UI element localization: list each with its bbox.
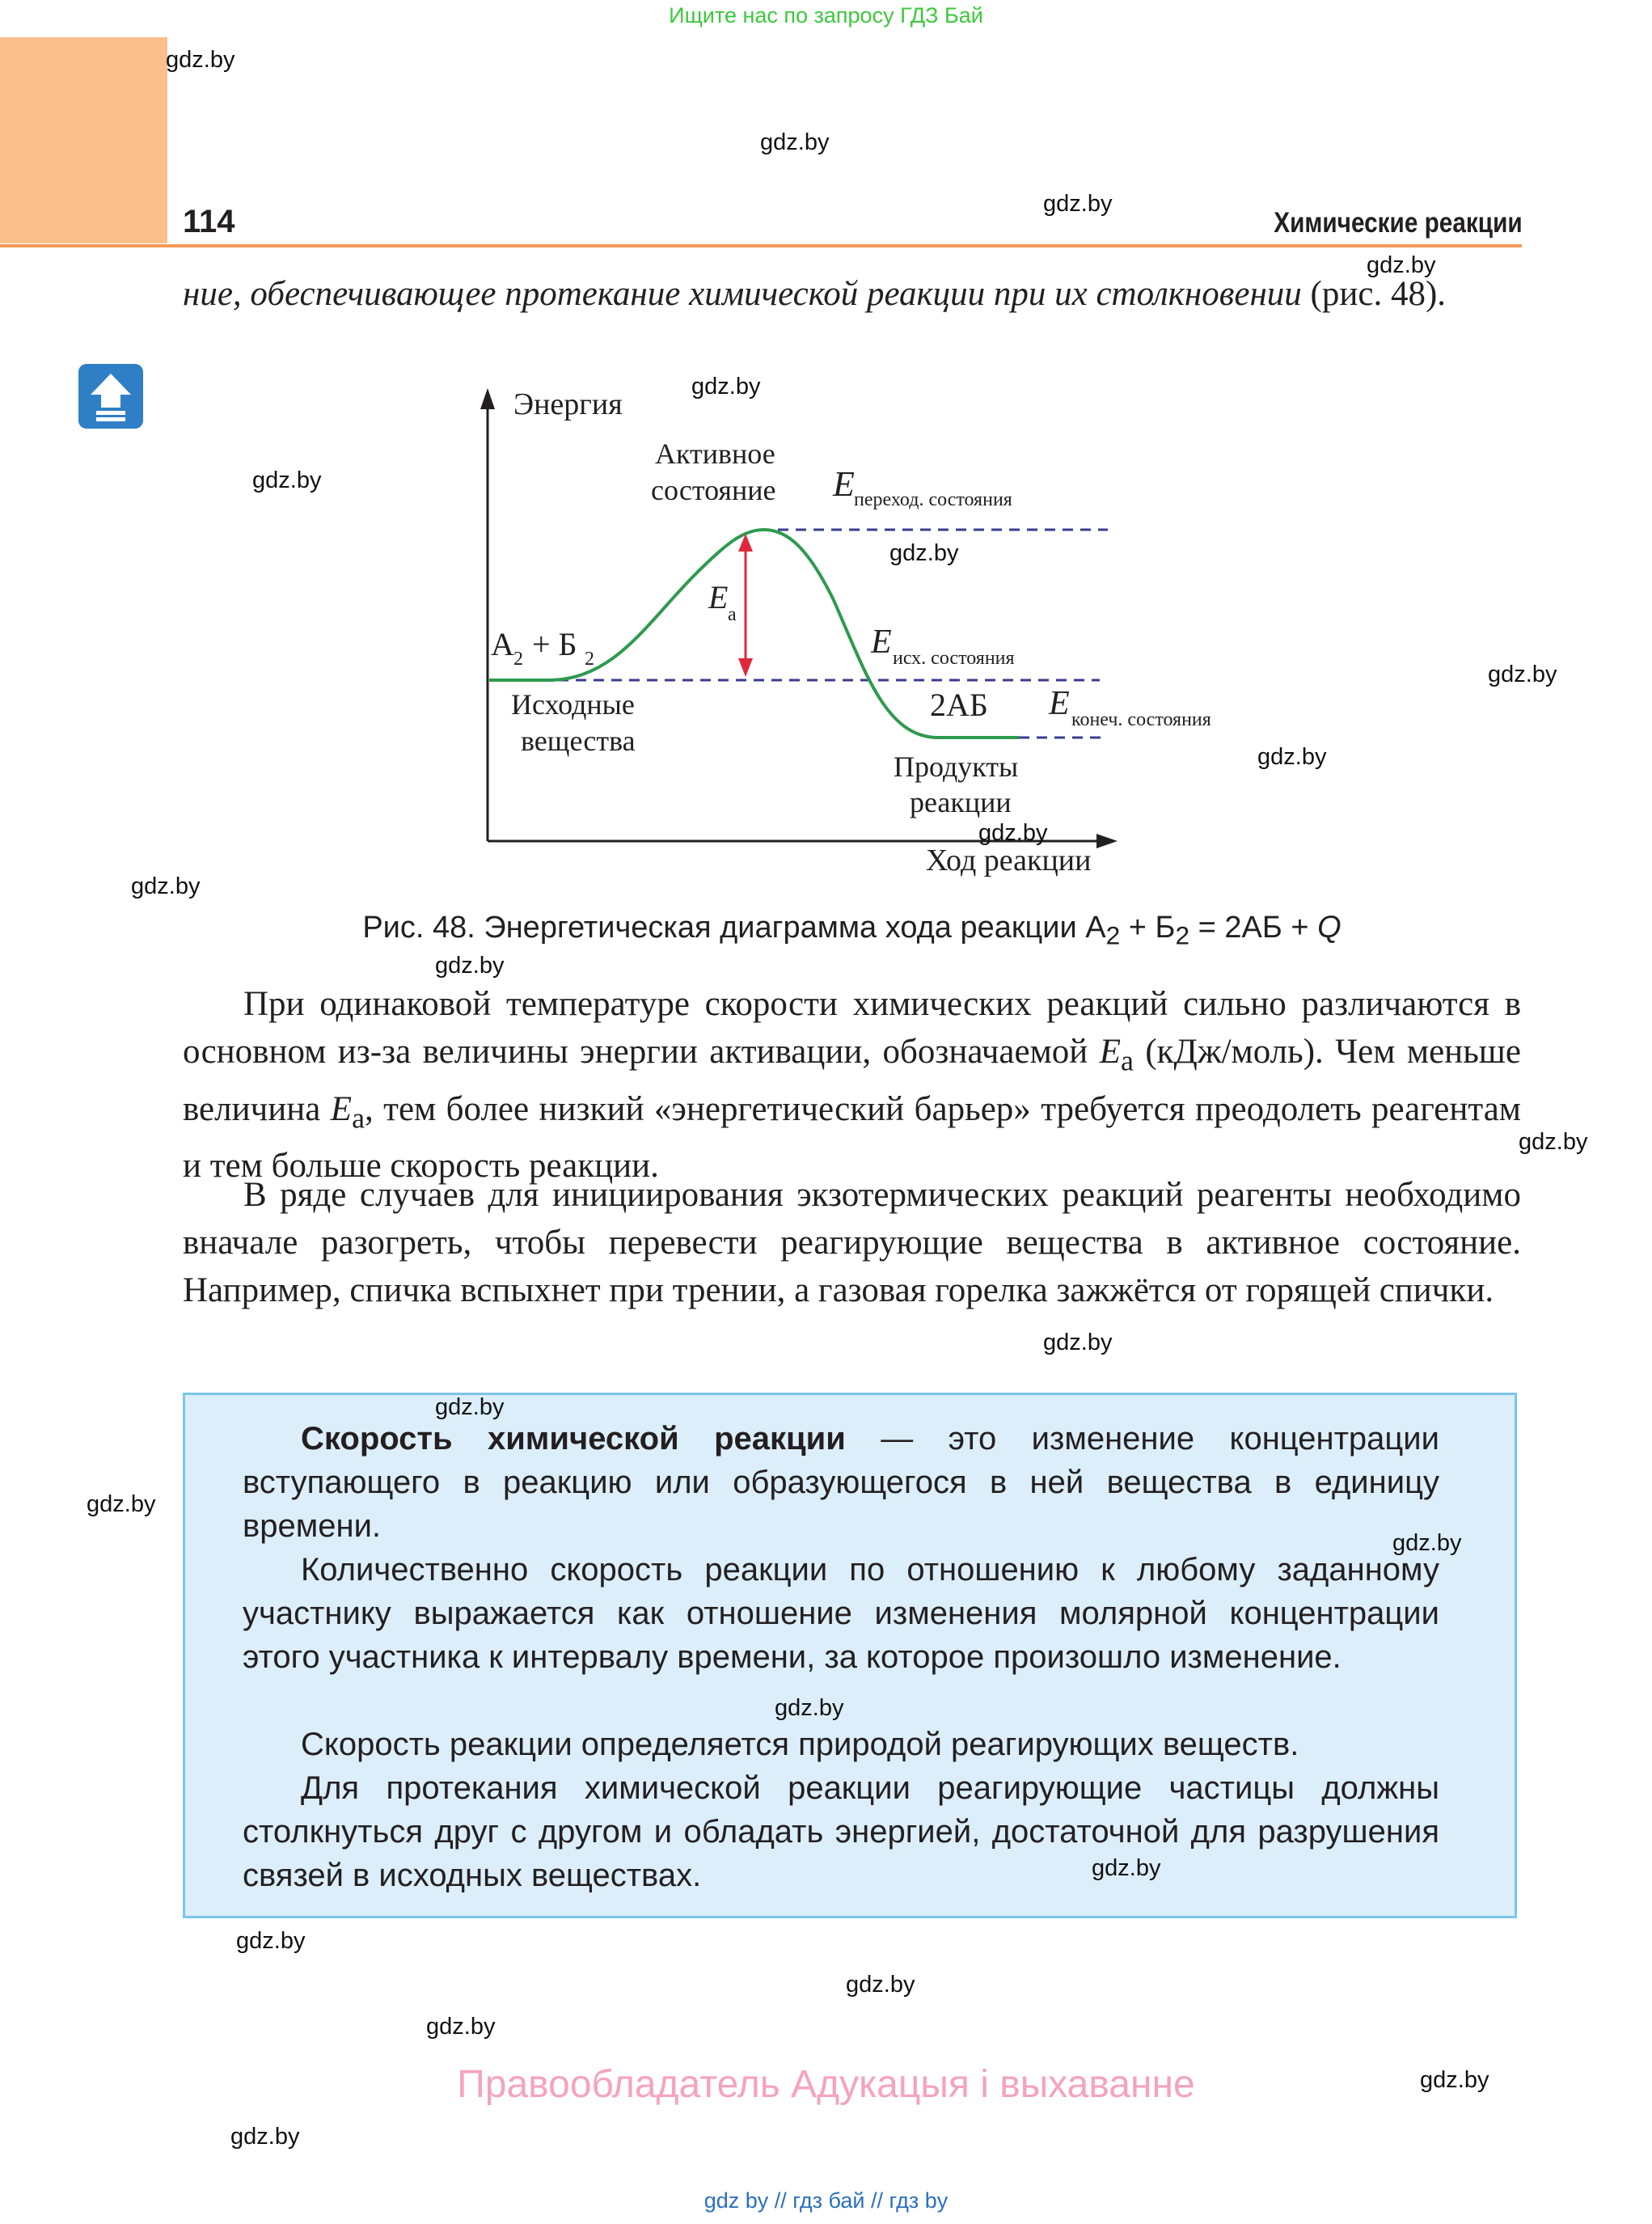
- watermark: gdz.by: [230, 2124, 300, 2150]
- watermark: gdz.by: [775, 1695, 844, 1721]
- y-axis-label: Энергия: [513, 387, 623, 421]
- reactants-label-line2: вещества: [521, 725, 636, 757]
- watermark: gdz.by: [846, 1972, 915, 1998]
- box-paragraph-2: Количественно скорость реакции по отношению к любому заданному участнику выражается как отношение изменения молярной концентрации этого участника к интервалу времени, за которое произошло изменение.: [243, 1552, 1439, 1675]
- watermark: gdz.by: [1092, 1855, 1161, 1881]
- page-corner-tab: [0, 37, 167, 243]
- home-button[interactable]: [78, 364, 143, 429]
- watermark: gdz.by: [1043, 1330, 1113, 1355]
- ea-subscript: а: [728, 604, 737, 625]
- header-rule: [0, 244, 1522, 247]
- ea-symbol-inline: E: [1099, 1033, 1121, 1071]
- intro-italic: ние, обеспечивающее протекание химической реакции при их столкновении: [183, 275, 1302, 313]
- top-banner[interactable]: Ищите нас по запросу ГДЗ Бай: [669, 3, 983, 27]
- ea-symbol-inline-2: E: [330, 1089, 353, 1128]
- reactant-b-subscript: 2: [585, 649, 594, 670]
- caption-suffix: = 2АБ +: [1189, 911, 1318, 945]
- definition-paragraph: Скорость химической реакции — это изменение концентрации вступающего в реакцию или образующегося в ней вещества в единицу времени.: [243, 1421, 1439, 1544]
- e-final-symbol: E: [1049, 685, 1070, 722]
- box-paragraph-3: Скорость реакции определяется природой реагирующих веществ.: [301, 1727, 1299, 1762]
- watermark: gdz.by: [1043, 191, 1113, 217]
- watermark: gdz.by: [166, 47, 235, 73]
- watermark: gdz.by: [978, 820, 1048, 846]
- box-paragraph-4: Для протекания химической реакции реагирующие частицы должны столкнуться друг с другом и обладать энергией, достаточной для разрушения связей в исходных веществах.: [243, 1770, 1439, 1893]
- products-label-line2: реакции: [910, 786, 1012, 818]
- e-transition-subscript: переход. состояния: [854, 489, 1012, 510]
- watermark: gdz.by: [1392, 1530, 1462, 1556]
- watermark: gdz.by: [87, 1491, 156, 1517]
- footer-links[interactable]: gdz by // гдз бай // гдз by: [703, 2188, 949, 2213]
- activation-energy-arrow: [738, 534, 753, 677]
- watermark: gdz.by: [1519, 1129, 1588, 1155]
- body-paragraph-2: В ряде случаев для инициирования экзотермических реакций реагенты необходимо вначале разогреть, чтобы перевести реагирующие вещества в активное состояние. Например, спичка вспыхнет при трении, а газовая горелка зажжётся от горящей спички.: [183, 1176, 1521, 1309]
- intro-rest: (рис. 48).: [1310, 275, 1447, 313]
- caption-sub1: 2: [1105, 920, 1121, 950]
- e-final-subscript: конеч. состояния: [1071, 709, 1211, 730]
- e-initial-symbol: E: [871, 624, 892, 661]
- home-up-icon: [78, 364, 143, 429]
- reactants-label-line1: Исходные: [511, 688, 635, 721]
- reactants-formula: [491, 626, 594, 670]
- rights-holder: Правообладатель Адукацыя і выхаванне: [457, 2063, 1195, 2106]
- figure-caption: [183, 911, 1521, 951]
- watermark: gdz.by: [131, 873, 201, 899]
- caption-mid: + Б: [1120, 911, 1176, 945]
- watermark: gdz.by: [236, 1928, 306, 1954]
- caption-sub2: 2: [1175, 920, 1190, 950]
- watermark: gdz.by: [760, 129, 830, 155]
- e-initial-subscript: исх. состояния: [893, 648, 1015, 669]
- products-label-line1: Продукты: [894, 750, 1019, 783]
- body-paragraph-1: При одинаковой температуре скорости химических реакций сильно различаются в основном из-за величины энергии активации, обозначаемой $E_а$ (кДж/моль). Чем меньше величина $E_а$, тем более низкий «энергетический барьер» требуется преодолеть реагентам и тем больше скорость реакции.: [183, 985, 1521, 1186]
- watermark: gdz.by: [691, 374, 761, 400]
- ea-symbol: E: [708, 579, 729, 615]
- running-head: Химические реакции: [1274, 207, 1523, 239]
- y-axis: [480, 388, 495, 841]
- watermark: gdz.by: [1488, 662, 1557, 687]
- active-state-line1: Активное: [655, 438, 775, 470]
- caption-text: Рис. 48. Энергетическая диаграмма хода реакции А: [362, 911, 1106, 945]
- reactant-a: А: [491, 626, 514, 662]
- x-axis-label: Ход реакции: [926, 844, 1092, 877]
- intro-paragraph: [183, 270, 1521, 318]
- reactant-a-subscript: 2: [513, 649, 523, 670]
- page-number: 114: [183, 204, 235, 239]
- watermark: gdz.by: [435, 1394, 505, 1420]
- watermark: gdz.by: [889, 540, 959, 566]
- watermark: gdz.by: [426, 2014, 496, 2040]
- energy-diagram: [453, 380, 1342, 890]
- product-formula: 2АБ: [930, 687, 988, 723]
- watermark: gdz.by: [1257, 744, 1327, 770]
- watermark: gdz.by: [1420, 2067, 1489, 2093]
- reactant-b: + Б: [524, 626, 577, 662]
- watermark: gdz.by: [1367, 252, 1436, 278]
- watermark: gdz.by: [252, 467, 322, 493]
- caption-q: Q: [1317, 911, 1341, 945]
- watermark: gdz.by: [435, 953, 505, 979]
- active-state-line2: состояние: [651, 474, 776, 506]
- e-transition-symbol: E: [833, 464, 855, 504]
- definition-term: Скорость химической реакции: [301, 1421, 846, 1457]
